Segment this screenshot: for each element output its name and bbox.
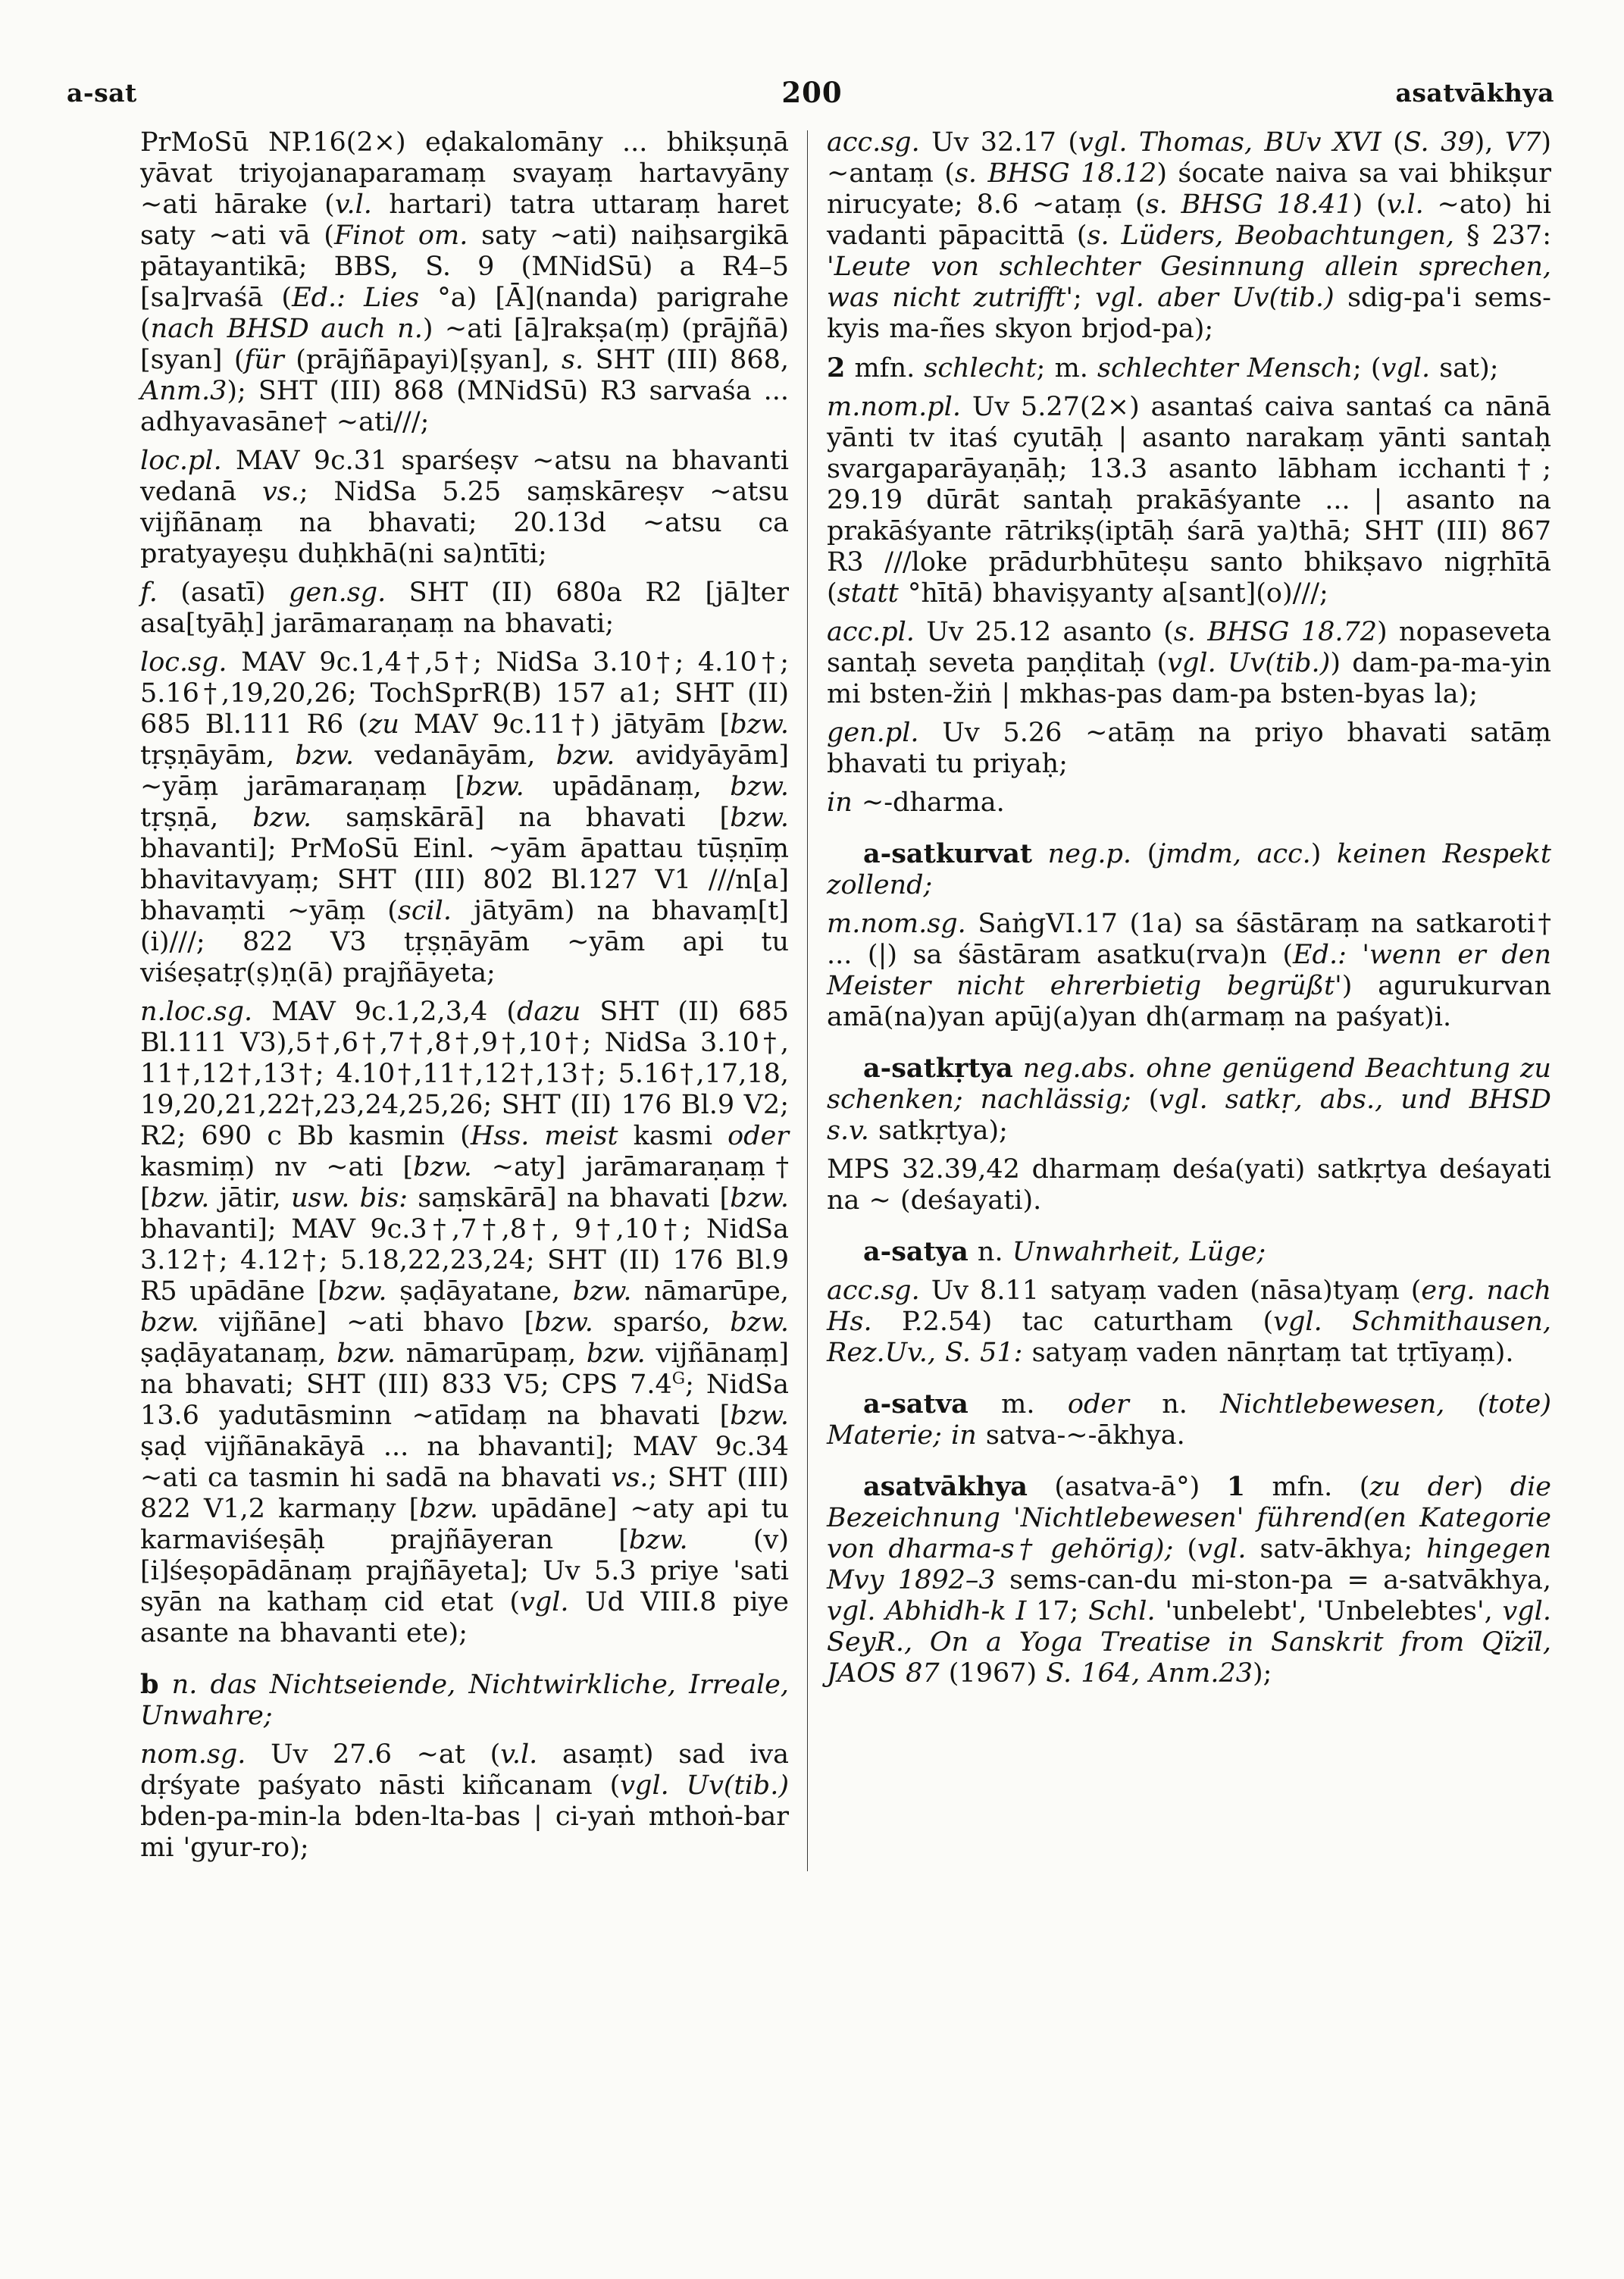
text-run: bzw. [730,772,789,802]
text-run: f. [140,578,158,608]
paragraph [827,127,1551,345]
text-run: s. BHSG 18.72 [1173,617,1378,647]
text-run: vgl. [1167,648,1216,678]
text-run: bhavanti]; MAV 9c.3†,7†,8†, 9†,10†; NidSa 3.12†; 4.12†; 5.18,22,23,24; SHT (II) 176 Bl.9 R5 upādāne [ [140,1214,789,1307]
text-run: ) śocate naiva sa vai bhikṣur nirucyate; 8.6 ~ataṃ ( [827,158,1551,220]
text-run: acc.sg. [827,1276,920,1306]
paragraph [140,1669,789,1732]
text-run: ) ~ati [ā]rakṣa(ṃ) (prājñā)[syan] ( [140,314,789,375]
text-run: ; NidSa 13.6 yadutāsminn ~atīdaṃ na bhavati [ [140,1370,789,1431]
text-run: Uv 5.26 ~atāṃ na priyo bhavati satāṃ bhavati tu priyaḥ; [827,718,1551,779]
text-run [1032,839,1048,869]
text-run: Hss. meist [470,1121,618,1151]
paragraph [827,1276,1551,1369]
text-run: °hītā) bhaviṣyanty a[sant](o)///; [898,578,1328,609]
text-run: V7 [1504,127,1541,158]
text-run: SHT (II) 685 Bl.111 V3),5†,6†,7†,8†,9†,10†; NidSa 3.10†, 11†,12†,13†; 4.10†,11†,12†,13†; 5.16†,17,18, 19,20,21,22†,23,24,25,26; SHT (II) 176 Bl.9 V2; R2; 690 c Bb kasmin ( [140,997,789,1151]
text-run: Schl. [1088,1596,1156,1626]
text-run: ṣaḍāyatane, [386,1276,573,1307]
text-run: vs. [611,1463,649,1493]
text-run: bzw. [140,1307,199,1338]
paragraph [827,617,1551,710]
text-run: bzw. [730,1183,789,1213]
paragraph [827,838,1551,901]
text-run: schlechter Mensch [1097,353,1353,383]
text-run: PrMoSū NP.16(2×) eḍakalomāny ... bhikṣuṇā yāvat triyojanaparamaṃ svayaṃ hartavyāny ~ati hārake ( [140,127,789,220]
text-run: upādāne] ~aty api tu karmaviśeṣāḥ prajñāyeran [ [140,1494,789,1555]
text-run: saty ~ati) naiḥsargikā pātayantikā; BBS, S. 9 (MNidSū) a R4–5 [sa]rvaśā ( [140,221,789,313]
paragraph [140,446,789,570]
text-run: Ed.: Lies [292,283,420,313]
text-run: (v)[i]śeṣopādānaṃ prajñāyeta]; Uv 5.3 priye 'sati syān na kathaṃ cid etat ( [140,1525,789,1617]
text-run: n. [968,1237,1012,1267]
text-run: (prājñāpayi)[ṣyan], [283,345,562,375]
text-run: oder [1067,1389,1129,1420]
text-run: ), [1474,127,1505,158]
text-run: oder [728,1121,790,1151]
text-run: neg.abs. ohne genügend Beachtung zu schenken; nachlässig; [827,1053,1551,1115]
text-run: vedanāyām, [354,740,556,771]
text-run: v.l. [500,1739,538,1770]
text-run: ~-dharma. [852,787,1005,818]
left-column [140,127,789,1871]
text-run: ṣaḍāyatanaṃ, [140,1338,337,1369]
text-run: bzw. [555,740,615,771]
text-run: ( [1173,1534,1197,1564]
text-run: neg.p. [1047,839,1131,869]
text-run: die Bezeichnung 'Nichtlebewesen' führend(en Kategorie von dharma-s† gehörig); [827,1472,1551,1564]
text-run: für [244,345,284,375]
text-run: Uv 32.17 ( [919,127,1078,158]
text-run: satva-~-ākhya. [976,1420,1185,1451]
text-run: SHT (III) 868, [584,345,790,375]
text-run: acc.pl. [827,617,915,647]
text-run: Uv 5.27(2×) asantaś caiva santaś ca nānā yānti tv itaś cyutāḥ | asanto narakaṃ yānti santaḥ svargaparāyaṇāḥ; 13.3 asanto lābham icchanti†; 29.19 dūrāt santaḥ prakāśyante ... | asanto na prakāśyante rātrikṣ(iptāḥ śarā ya)thā; SHT (III) 867 R3 ///loke prādurbhūteṣu santo bhikṣavo nigṛhītā ( [827,392,1551,609]
text-run: Anm.3 [140,376,227,406]
text-run: asatvākhya [863,1471,1028,1502]
text-run: Ud VIII.8 piye asante na bhavanti ete); [140,1587,789,1648]
text-run: statt [837,578,899,609]
paragraph [140,127,789,438]
text-run: m. [968,1389,1068,1420]
text-run: vgl. [1197,1534,1247,1564]
text-columns [140,127,1551,1871]
text-run: § 237: [1454,221,1551,251]
text-run: MAV 9c.1,4†,5†; NidSa 3.10†; 4.10†; 5.16†,19,20,26; TochSprR(B) 157 a1; SHT (II) 685 Bl.111 R6 ( [140,647,789,740]
text-run: s. BHSG 18.41 [1145,189,1353,220]
text-run: vgl. aber Uv(tib.) [1095,283,1335,313]
text-run: ~ato) hi vadanti pāpacittā ( [827,189,1551,251]
text-run: Finot om. [333,221,468,251]
text-run: bzw. [730,709,789,740]
text-run: a-satva [863,1388,968,1420]
text-run: kasmi [618,1121,728,1151]
text-run: bzw. [730,1307,790,1338]
text-run: kasmiṃ) nv ~ati [ [140,1152,414,1182]
text-run: Ed.: 'wenn er den Meister nicht ehrerbietig begrüßt' [827,940,1552,1001]
text-run: bzw. [413,1152,472,1182]
text-run: Nichtlebewesen, (tote) Materie; in [827,1389,1551,1451]
text-run: zu der [1369,1472,1473,1502]
text-run: (asatva-ā°) [1027,1472,1227,1502]
text-run: v.l. [1386,189,1424,220]
text-run: vgl. Uv(tib.) [620,1770,789,1801]
paragraph [140,997,789,1649]
text-run: ( [1381,127,1403,158]
paragraph [827,1154,1551,1216]
text-run: P.2.54) tac caturtham ( [871,1307,1274,1337]
text-run: 'unbelebt', 'Unbelebtes', [1155,1596,1503,1626]
text-run: a-satkṛtya [863,1053,1013,1084]
text-run: satkṛtya); [868,1116,1008,1146]
text-run: gen.sg. [288,578,386,608]
text-run: ) [1310,839,1338,869]
text-run: hartari) tatra uttaraṃ haret saty ~ati vā ( [140,189,789,251]
text-run: hingegen Mvy 1892–3 [827,1534,1552,1595]
text-run: vgl. SeyR., On a Yoga Treatise in Sanskrit from Qïzïl, JAOS 87 [827,1596,1551,1689]
text-run: loc.sg. [140,647,227,678]
text-run: avidyāyām] ~yāṃ jarāmaraṇaṃ [ [140,740,789,802]
text-run: schlecht [924,353,1037,383]
text-run: ; SHT (III) 822 V1,2 karmaṇy [ [140,1463,789,1524]
text-run: nāmarūpaṃ, [395,1338,587,1369]
text-run: saṃskārā] na bhavati [ [408,1183,731,1213]
text-run: ) ( [1352,189,1387,220]
text-run: bden-pa-min-la bden-lta-bas | ci-yaṅ mthoṅ-bar mi 'gyur-ro); [140,1802,789,1863]
paragraph [827,1388,1551,1451]
paragraph [827,718,1551,780]
text-run: satv-ākhya; [1246,1534,1426,1564]
text-run: n.loc.sg. [140,997,253,1027]
text-run: asaṃt) sad iva dṛśyate paśyato nāsti kiñcanam ( [140,1739,789,1801]
text-run: n. das Nichtseiende, Nichtwirkliche, Irreale, Unwahre; [140,1670,789,1731]
page-number: 200 [781,76,843,109]
text-run: vijñāne] ~ati bhavo [ [199,1307,535,1338]
text-run: s. BHSG 18.12 [954,158,1157,189]
text-run: SaṅgVI.17 (1a) sa śāstāraṃ na satkaroti† ... (|) sa śāstāram asatku(rva)n ( [827,909,1551,970]
paragraph [827,352,1551,384]
text-run: bzw. [336,1338,396,1369]
text-run: ( [1131,839,1158,869]
paragraph [140,1739,789,1864]
paragraph [827,1471,1551,1689]
text-run: ) nopaseveta santaḥ seveta paṇḍitaḥ ( [827,617,1552,678]
text-run: bzw. [572,1276,632,1307]
text-run: vs. [262,477,299,507]
text-run: loc.pl. [140,446,222,476]
text-run: zu [368,709,399,740]
text-run: v.l. [334,189,372,220]
text-run: mfn. [845,353,925,383]
paragraph [827,1236,1551,1268]
text-run: bzw. [730,1401,789,1431]
text-run: gen.pl. [827,718,919,748]
text-run: tṛṣṇāyām, [140,740,296,771]
text-run: MAV 9c.1,2,3,4 ( [252,997,518,1027]
text-run: 1 [1226,1471,1246,1502]
text-run: nāmarūpe, [631,1276,790,1307]
text-run: m.nom.pl. [827,392,961,422]
text-run: (asatī) [157,578,289,608]
text-run: ; ( [1353,353,1381,383]
text-run: tṛṣṇā, [140,803,253,833]
text-run: ) ~antaṃ ( [827,127,1551,189]
text-run: bhavanti]; PrMoSū Einl. ~yām āpattau tūṣṇīṃ bhavitavyaṃ; SHT (III) 802 Bl.127 V1 ///n[a] bhavaṃti ~yāṃ ( [140,834,789,926]
text-run: 17; [1026,1596,1089,1626]
text-run: bzw. [730,803,789,833]
text-run: Uv 25.12 asanto ( [914,617,1174,647]
text-run: 'Leute von schlechter Gesinnung allein sprechen, was nicht zutrifft' [827,252,1551,313]
text-run: vgl. [1381,353,1431,383]
text-run: Uv 27.6 ~at ( [246,1739,501,1770]
text-run: bzw. [534,1307,593,1338]
paragraph [827,909,1551,1033]
text-run: bzw. [295,740,355,771]
text-run: a-satya [863,1236,968,1267]
text-run: ) [1472,1472,1510,1502]
text-run: usw. bis: [290,1183,408,1213]
text-run: jmdm, acc. [1157,839,1311,869]
text-run: jātir, [209,1183,291,1213]
text-run [158,1670,171,1700]
text-run: nach BHSD auch n. [150,314,423,344]
text-run: nom.sg. [140,1739,246,1770]
running-head-left: a-sat [67,78,137,108]
text-run: MAV 9c.11†) jātyām [ [399,709,731,740]
page-header [0,0,1624,114]
text-run: MPS 32.39,42 dharmaṃ deśa(yati) satkṛtya deśayati na ~ (deśayati). [827,1154,1551,1216]
text-run: ) dam-pa-ma-yin mi bsten-žiṅ | mkhas-pas dam-pa bsten-byas la); [827,648,1551,709]
text-run: SHT (II) 680a R2 [jā]ter asa[tyāḥ] jarāmaraṇaṃ na bhavati; [140,578,790,639]
text-run: vgl. [520,1587,569,1617]
text-run: bzw. [252,803,312,833]
text-run: sparśo, [593,1307,731,1338]
text-run: (1967) [939,1658,1047,1689]
text-run: jātyām) na bhavaṃ[t](i)///; 822 V3 tṛṣṇāyām ~yām api tu viśeṣatṛ(ṣ)ṇ(ā) prajñāyeta; [140,896,789,988]
text-run [1216,648,1228,678]
text-run: a-satkurvat [863,838,1033,869]
text-run: Uv 8.11 satyaṃ vaden (nāsa)tyaṃ ( [919,1276,1422,1306]
text-run: ; NidSa 5.25 saṃskāreṣv ~atsu vijñānaṃ na bhavati; 20.13d ~atsu ca pratyayeṣu duḥkhā(ni sa)ntīti; [140,477,789,569]
text-run: Unwahrheit, Lüge; [1012,1237,1266,1267]
paragraph [827,1053,1551,1147]
text-run: ; [1073,283,1096,313]
text-run: upādānaṃ, [524,772,731,802]
paragraph [827,787,1551,819]
text-run: keinen Respekt zollend; [827,839,1551,900]
text-run: bzw. [586,1338,646,1369]
text-run: vgl. Thomas, BUv XVI [1078,127,1381,158]
text-run: S. 164, Anm.23 [1046,1658,1253,1689]
text-run: ); SHT (III) 868 (MNidSū) R3 sarvaśa ... adhyavasāne† ~ati///; [140,376,789,437]
text-run: in [827,787,853,818]
text-run: mfn. ( [1245,1472,1370,1502]
text-run: G [671,1369,686,1388]
text-run: vgl. Abhidh-k I [827,1596,1027,1626]
text-run: ) agurukurvan amā(na)yan apūj(a)yan dh(armaṃ na paśyat)i. [827,971,1551,1032]
paragraph [827,392,1551,609]
text-run: bzw. [150,1183,210,1213]
text-run: dazu [517,997,581,1027]
text-run: ); [1252,1658,1272,1689]
text-run: acc.sg. [827,127,920,158]
text-run: ( [1131,1085,1159,1115]
text-run: MAV 9c.31 sparśeṣv ~atsu na bhavanti vedanā [140,446,789,507]
text-run: bzw. [628,1525,688,1555]
running-head-right: asatvākhya [1395,78,1554,108]
text-run: scil. [397,896,452,926]
text-run: saṃskārā] na bhavati [ [311,803,731,833]
text-run: n. [1128,1389,1221,1420]
text-run: satyaṃ vaden nānṛtaṃ tat tṛtīyaṃ). [1022,1338,1514,1368]
text-run: 2 [827,352,846,383]
text-run: sat); [1430,353,1499,383]
text-run: ; m. [1036,353,1098,383]
text-run: s. Lüders, Beobachtungen, [1087,221,1455,251]
text-run: bzw. [327,1276,387,1307]
paragraph [140,578,789,640]
text-run: Uv(tib.) [1227,648,1331,678]
text-run: sdig-pa'i sems-kyis ma-ñes skyon brjod-pa); [827,283,1552,344]
text-run: s. [562,345,584,375]
text-run [1013,1053,1023,1084]
text-run: vgl. satkṛ, abs., und BHSD s.v. [827,1085,1551,1146]
text-run: S. 39 [1403,127,1475,158]
text-run: m.nom.sg. [827,909,966,939]
text-run: vgl. Schmithausen, Rez.Uv., S. 51: [827,1307,1552,1368]
text-run: ~aty] jarāmaraṇaṃ† [ [140,1152,789,1213]
right-column [827,127,1551,1871]
text-run: b [140,1669,159,1700]
text-run: bzw. [419,1494,479,1524]
paragraph [140,647,789,989]
text-run: vijñānaṃ] na bhavati; SHT (III) 833 V5; CPS 7.4 [140,1338,789,1400]
text-run: bzw. [465,772,524,802]
text-run: sems-can-du mi-ston-pa = a-satvākhya, [995,1565,1551,1595]
text-run: erg. nach Hs. [827,1276,1551,1337]
text-run: ṣaḍ vijñānakāyā ... na bhavanti]; MAV 9c.34 ~ati ca tasmin hi sadā na bhavati [140,1432,789,1493]
column-divider [807,130,808,1871]
text-run: °a) [Ā](nanda) parigrahe ( [140,283,790,344]
